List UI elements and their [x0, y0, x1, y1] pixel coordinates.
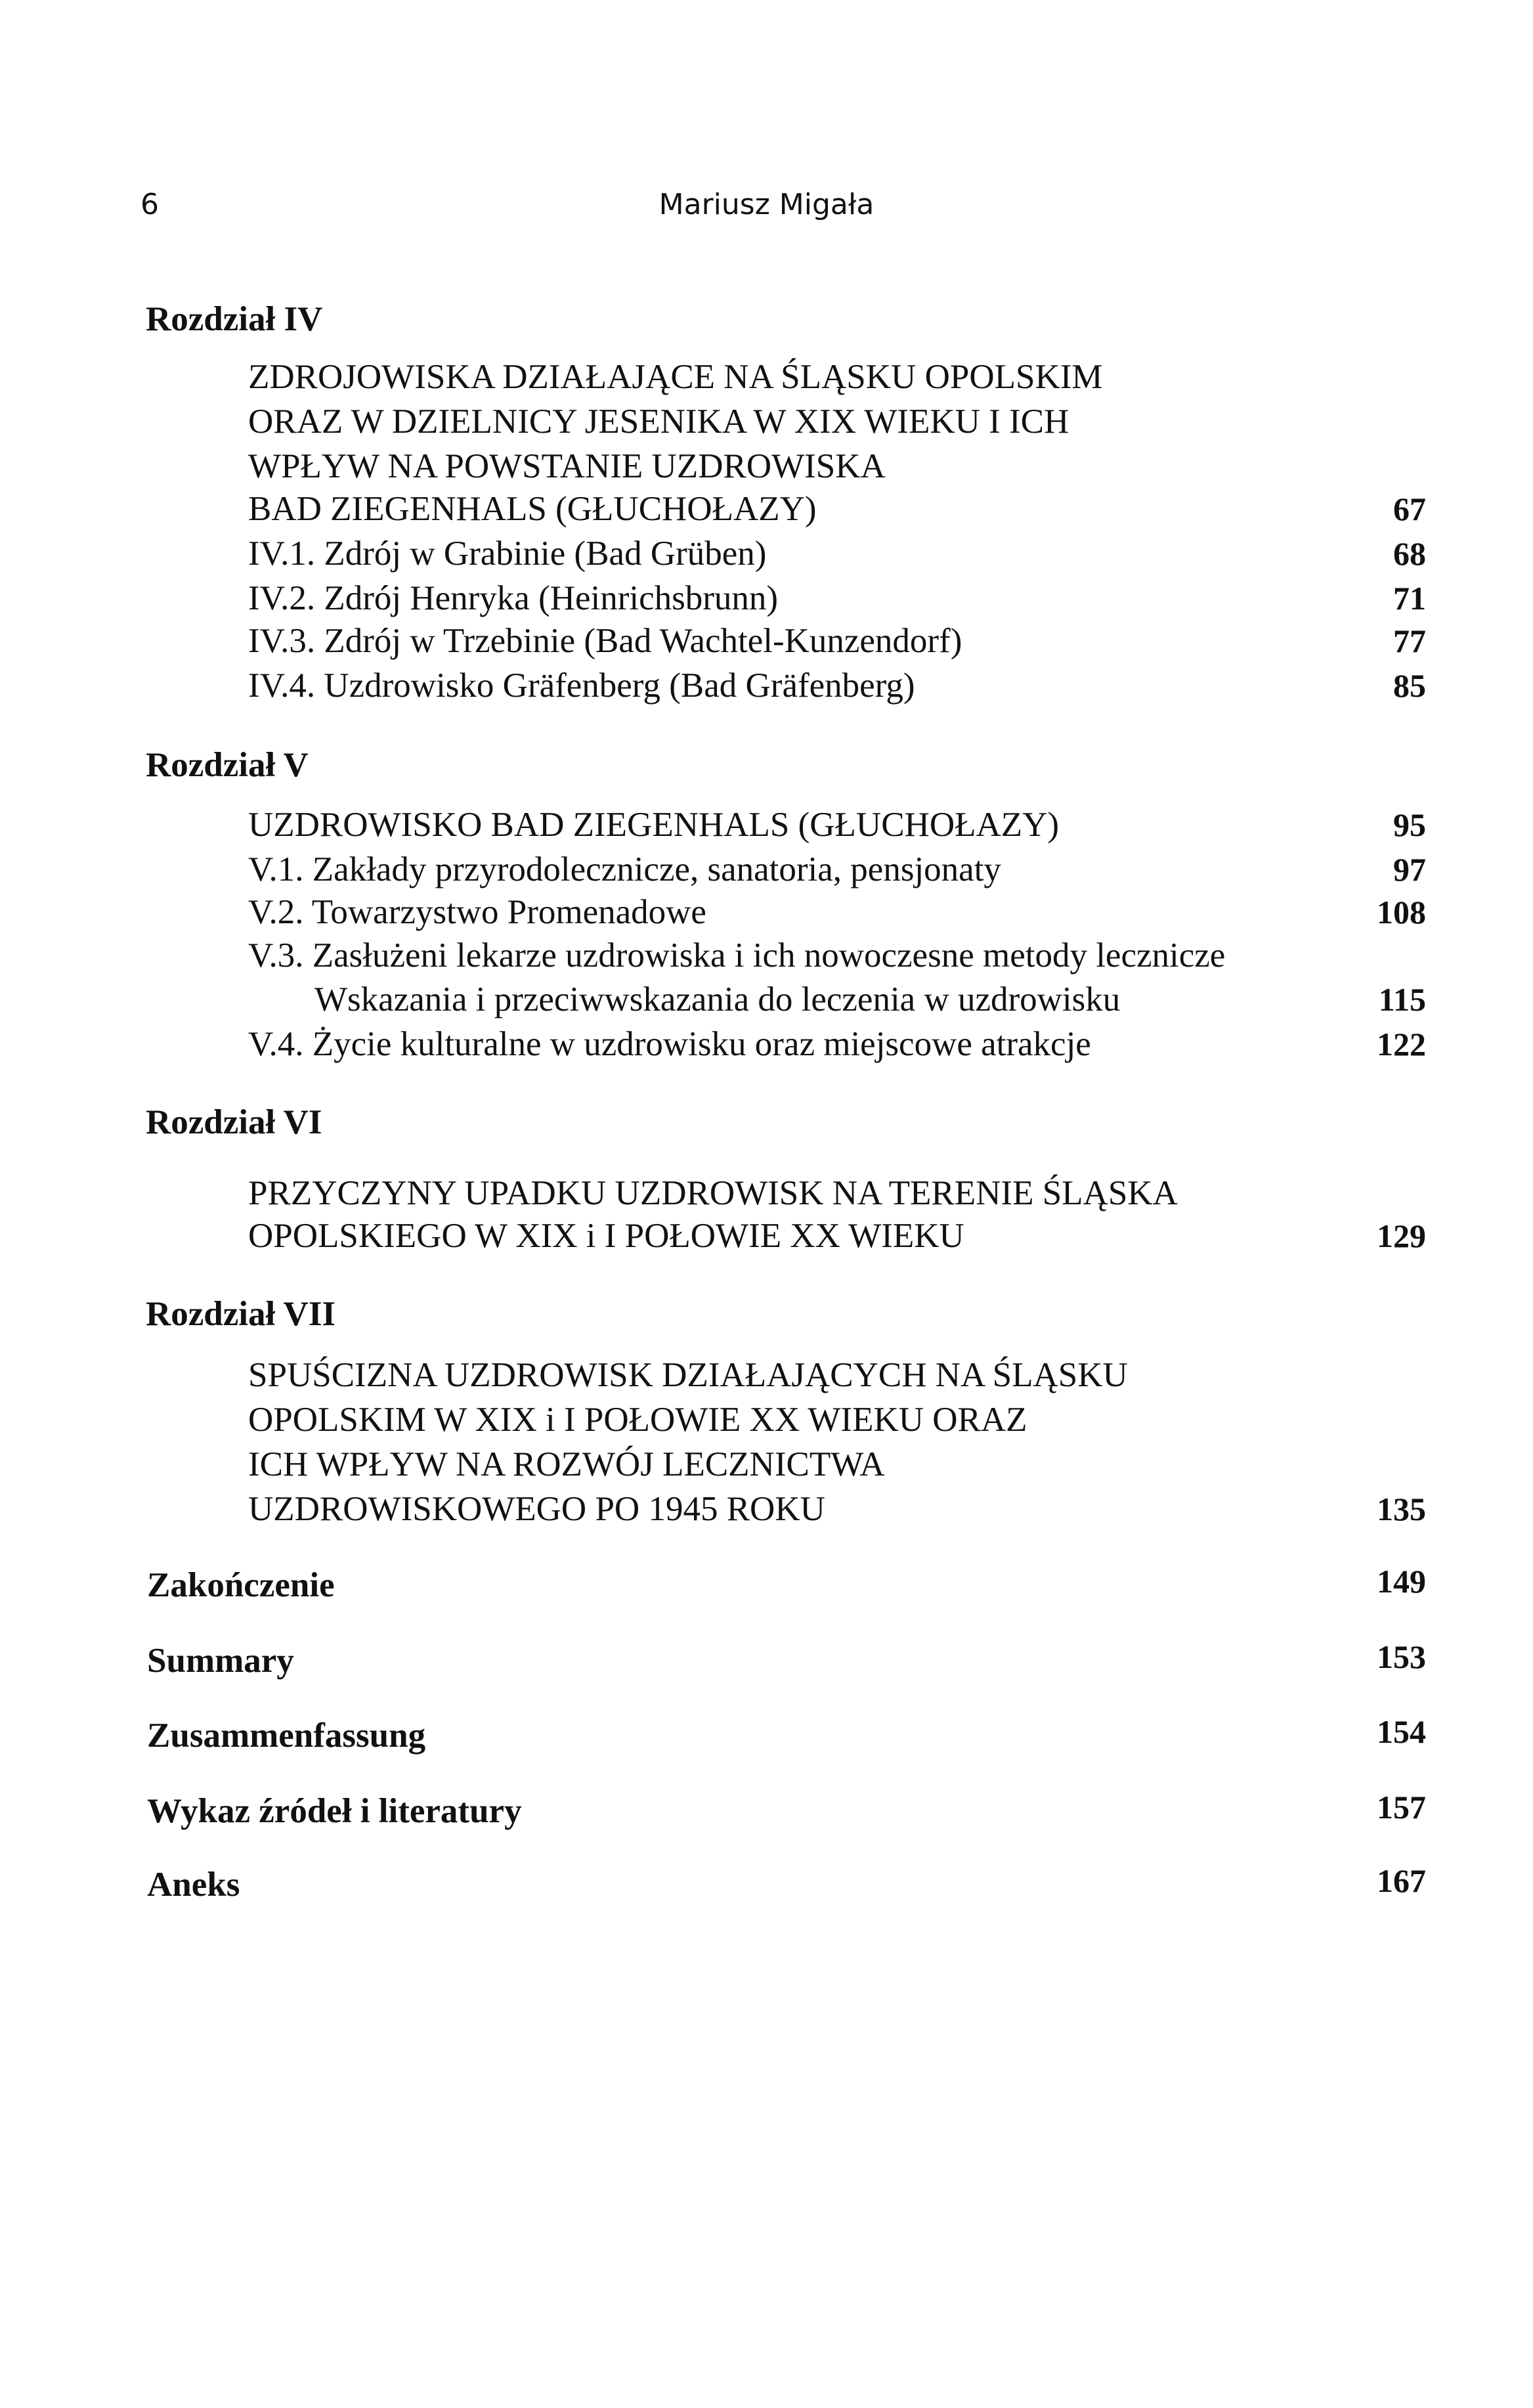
toc-page-number: 85 — [1393, 667, 1426, 704]
toc-entry: IV.4. Uzdrowisko Gräfenberg (Bad Gräfenberg) — [248, 667, 915, 705]
toc-entry: BAD ZIEGENHALS (GŁUCHOŁAZY) — [248, 490, 817, 528]
toc-entry: ZDROJOWISKA DZIAŁAJĄCE NA ŚLĄSKU OPOLSKIM — [248, 358, 1103, 396]
toc-page-number: 71 — [1393, 580, 1426, 617]
toc-entry: OPOLSKIM W XIX i I POŁOWIE XX WIEKU ORAZ — [248, 1401, 1027, 1439]
toc-back-matter-entry: Zusammenfassung — [147, 1717, 426, 1755]
toc-page-number: 149 — [1377, 1563, 1426, 1600]
toc-back-matter-entry: Summary — [147, 1642, 294, 1680]
chapter-heading: Rozdział IV — [146, 300, 323, 338]
toc-page-number: 77 — [1393, 623, 1426, 659]
toc-back-matter-entry: Aneks — [147, 1866, 240, 1904]
chapter-heading: Rozdział V — [146, 746, 309, 784]
toc-page-number: 108 — [1377, 894, 1426, 930]
toc-entry: SPUŚCIZNA UZDROWISK DZIAŁAJĄCYCH NA ŚLĄSKU — [248, 1356, 1128, 1394]
toc-page-number: 115 — [1378, 981, 1426, 1018]
toc-page-number: 95 — [1393, 806, 1426, 843]
chapter-heading: Rozdział VII — [146, 1295, 336, 1333]
toc-entry: Wskazania i przeciwwskazania do leczenia w uzdrowisku — [314, 980, 1121, 1018]
toc-entry: V.3. Zasłużeni lekarze uzdrowiska i ich nowoczesne metody lecznicze — [248, 936, 1226, 974]
toc-entry: IV.3. Zdrój w Trzebinie (Bad Wachtel-Kunzendorf) — [248, 622, 962, 660]
toc-page-number: 97 — [1393, 851, 1426, 888]
toc-entry: V.1. Zakłady przyrodolecznicze, sanatoria, pensjonaty — [248, 850, 1001, 888]
toc-page-number: 167 — [1377, 1862, 1426, 1899]
toc-page-number: 153 — [1377, 1638, 1426, 1675]
toc-entry: IV.1. Zdrój w Grabinie (Bad Grüben) — [248, 535, 767, 573]
page-number: 6 — [140, 188, 159, 221]
toc-page-number: 154 — [1377, 1713, 1426, 1750]
toc-entry: UZDROWISKOWEGO PO 1945 ROKU — [248, 1490, 825, 1528]
toc-back-matter-entry: Wykaz źródeł i literatury — [147, 1792, 522, 1830]
toc-back-matter-entry: Zakończenie — [147, 1566, 335, 1604]
toc-entry: V.2. Towarzystwo Promenadowe — [248, 893, 706, 931]
toc-entry: ORAZ W DZIELNICY JESENIKA W XIX WIEKU I ICH — [248, 403, 1069, 441]
toc-entry: IV.2. Zdrój Henryka (Heinrichsbrunn) — [248, 579, 779, 617]
chapter-heading: Rozdział VI — [146, 1103, 322, 1141]
running-header-author: Mariusz Migała — [659, 188, 874, 221]
toc-entry: OPOLSKIEGO W XIX i I POŁOWIE XX WIEKU — [248, 1217, 964, 1255]
toc-page-number: 68 — [1393, 535, 1426, 572]
toc-page-number: 135 — [1377, 1491, 1426, 1527]
toc-entry: PRZYCZYNY UPADKU UZDROWISK NA TERENIE ŚLĄSKA — [248, 1174, 1178, 1212]
toc-page-number: 67 — [1393, 491, 1426, 527]
toc-entry: UZDROWISKO BAD ZIEGENHALS (GŁUCHOŁAZY) — [248, 806, 1060, 844]
toc-entry: V.4. Życie kulturalne w uzdrowisku oraz miejscowe atrakcje — [248, 1025, 1091, 1063]
toc-entry: ICH WPŁYW NA ROZWÓJ LECZNICTWA — [248, 1445, 885, 1483]
toc-page-number: 157 — [1377, 1789, 1426, 1826]
toc-page-number: 122 — [1377, 1026, 1426, 1062]
toc-page-number: 129 — [1377, 1217, 1426, 1254]
toc-entry: WPŁYW NA POWSTANIE UZDROWISKA — [248, 447, 886, 485]
